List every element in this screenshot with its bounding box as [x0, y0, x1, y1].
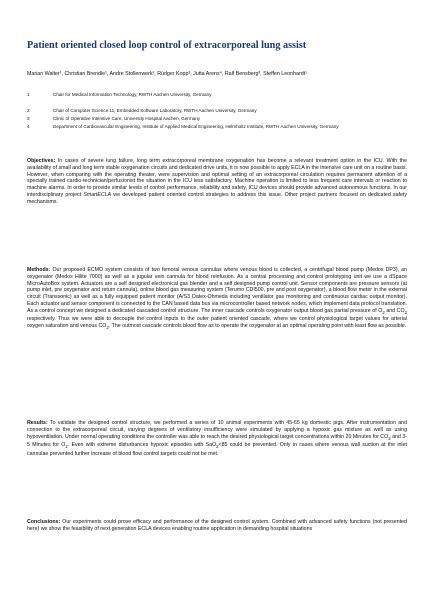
subscript: 2: [382, 309, 385, 315]
results-text: <85 could be prevented. Only in cases where venous wall suction at the inlet cannulae prevented further increase of blood flow control targets could not be met.: [27, 442, 407, 458]
results-heading: Results:: [27, 420, 48, 426]
conclusions-paragraph: [27, 519, 407, 533]
objectives-text-end: we developed patient oriented control strategies to address this issue. Other project partners focused on dedicated safety mechanisms.: [27, 191, 407, 205]
affiliation-text: Department of Cardiovascular Engineering, Institute of Applied Medical Engineering, Helmholtz Institute, RWTH Aachen University, Germany: [53, 124, 339, 129]
affiliation-text: Chair for Medical Information Technology, RWTH Aachen University, Germany: [53, 92, 212, 97]
conclusions-text: Our experiments could prove efficacy and performance of the designed control system. Combined with advanced safety functions (not presented here) we show the feasibility of next generation ECLA devices enabling routine application in demanding hospital situations: [27, 519, 407, 532]
affiliation-text: Clinic of Operative Intensive Care, University Hospital Aachen, Germany: [53, 116, 201, 121]
affiliation-number: 1: [27, 92, 30, 97]
subscript: 2: [216, 444, 219, 450]
affiliation-number: 4: [27, 124, 30, 129]
affiliation-text: Chair of Computer Science 11, Embedded Software Laboratory, RWTH Aachen University, Germany: [53, 108, 257, 113]
objectives-text: In cases of severe lung failure, long term extracorporeal membrane oxygenation has become a relevant treatment option in the ICU. With the availability of small and long term stable oxygenation circuits and dedicated drive units, it is now possible to apply ECLA in the intensive care unit on a routine basis. However, when comparing with the operating theater, were supervision and optimal setting of an extracorporeal circulation requires permanent attention of a specially trained cardio-technician/perfusionist the situation in the ICU less satisfactory. Machine operation is limited to less frequent care intervals or reaction to machine alarms. In order to provide similar levels of control performance, reliability and safety, ICU devices should provide advanced autonomous functions. In our interdisciplinary project: [27, 158, 407, 198]
conclusions-heading: Conclusions:: [27, 519, 61, 525]
methods-text: respectively. Thus we were able to decouple the control inputs to the outer patient oriented cascade, where we control physiological target values for arterial oxygen saturation and venous CO: [27, 316, 407, 330]
methods-paragraph: [27, 267, 407, 332]
methods-heading: Methods:: [27, 267, 51, 273]
author-list: Marian Walter¹, Christian Brendle¹, Andre Stollenwerk², Rüdger Kopp³, Jutta Arens⁴, Ralf Bensberg³, Steffen Leonhardt¹: [27, 71, 307, 77]
results-text: To validate the designed control structure, we performed a series of 10 animal experiments with 45-65 kg domestic pigs. After instrumentation and connection to the extracorporeal circuit, varying degrees of ventilatory insufficiency were simulated by applying a hypoxic gas mixture as well as using hypoventilation. Under normal operating conditions the controller was able to reach the desired physiological target concentrations within 20 Minutes for CO: [27, 420, 407, 440]
subscript: 2: [388, 435, 391, 441]
paper-title: Patient oriented closed loop control of extracorporeal lung assist: [27, 40, 307, 51]
objectives-paragraph: [27, 158, 407, 205]
subscript: 2: [106, 325, 109, 331]
methods-text: . The outmost cascade controls blood flow as to operate the oxygenator at an optimal operating point with least flow as possible.: [108, 323, 407, 330]
affiliation-number: 3: [27, 116, 30, 121]
affiliation-number: 2: [27, 108, 30, 113]
results-paragraph: [27, 420, 407, 458]
subscript: 2: [65, 444, 68, 450]
project-name: SmartECLA: [83, 191, 112, 198]
methods-text: Our proposed ECMO system consists of two femoral venous cannulas where venous blood is collected, a centrifugal blood pump (Medos DP3), an oxygenator (Medos Hilite 7000) as well as a jugular vein cannula for blood reinfusion. As a central processing and control prototyping unit we use a dSpace MicroAutoBox system. Actuators are a self designed electronical gas blender and a self designed pump control unit. Sensor components are pressure sensors (at pump inlet, pre oxygenator and return cannula), online blood gas measuring system (Terumo CDI500, pre and post oxygenator), a blood flow meter in the external circuit (Transsonic) as well as a fully equipped patient monitor (A/S3 Datex-Ohmeda including ventilator gas monitoring and continuous cardiac output monitor). Each actuator and sensor component is connected to the CAN based data bus via microcontroller based network nodes, which implement data protocol translation. As a control concept we designed a dedicated cascaded control structure. The inner cascade controls oxygenator output blood gas partial pressure of O: [27, 267, 407, 314]
results-text: . Even with extreme disturbances hypoxic episodes with SaO: [67, 442, 217, 449]
results-text: and 3-5 Minutes for O: [27, 433, 407, 449]
methods-text: and CO: [384, 307, 405, 314]
subscript: 2: [404, 309, 407, 315]
objectives-heading: Objectives:: [27, 158, 56, 164]
